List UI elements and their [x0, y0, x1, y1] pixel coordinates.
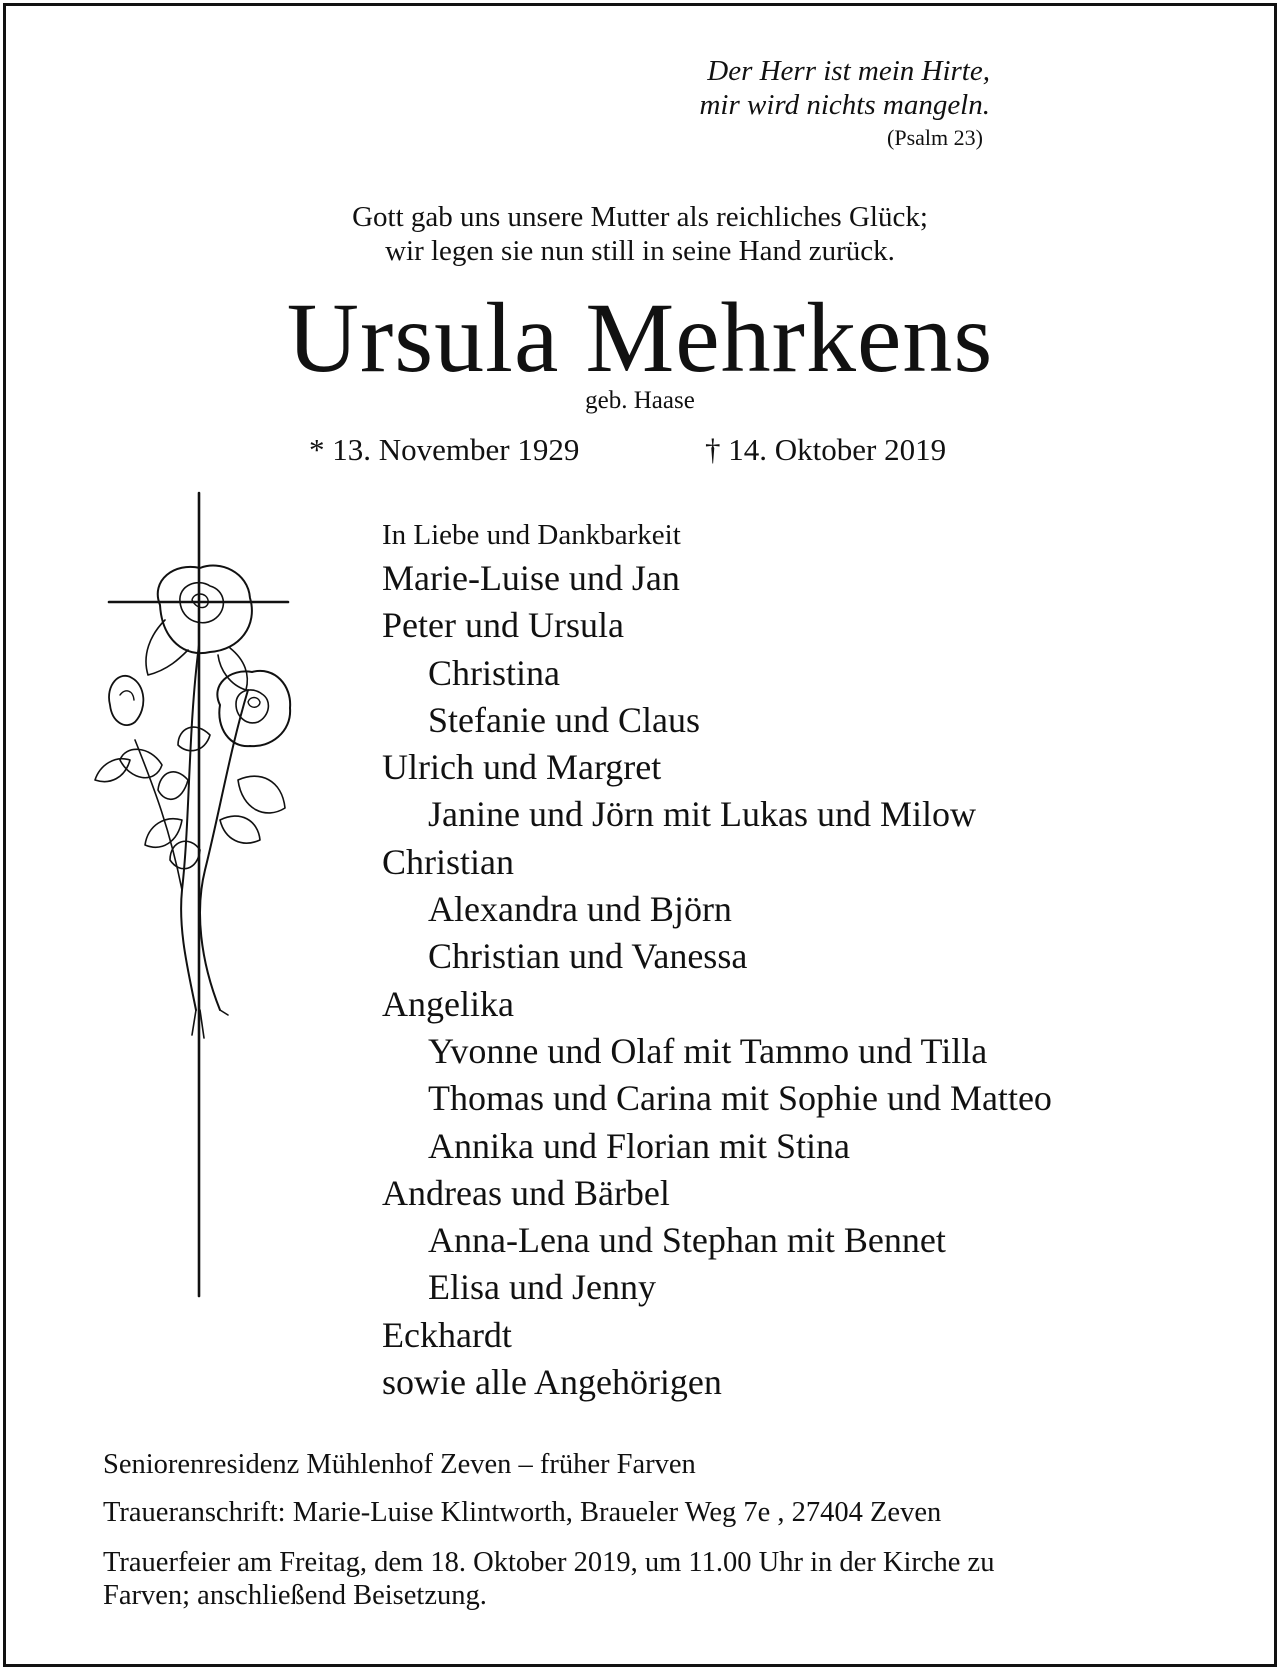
mourning-address: Traueranschrift: Marie-Luise Klintworth, Braueler Weg 7e , 27404 Zeven [103, 1497, 942, 1528]
mourner-line: Elisa und Jenny [428, 1267, 656, 1308]
mourner-line: Andreas und Bärbel [382, 1172, 670, 1213]
mourners-list [382, 515, 1052, 1406]
deceased-name: Ursula Mehrkens [286, 282, 994, 393]
mourner-line: Christina [428, 652, 560, 693]
mourner-line: Thomas und Carina mit Sophie und Matteo [428, 1078, 1052, 1119]
mourner-line: Stefanie und Claus [428, 699, 700, 740]
cross-with-roses-icon [70, 490, 310, 1305]
psalm-line-1: Der Herr ist mein Hirte, [707, 55, 990, 87]
service-line-2: Farven; anschließend Beisetzung. [103, 1580, 487, 1611]
mourner-line: Ulrich und Margret [382, 747, 662, 788]
birth-date: * 13. November 1929 [309, 432, 580, 467]
mourner-line: Eckhardt [382, 1314, 512, 1355]
mourner-line: Janine und Jörn mit Lukas und Milow [428, 794, 976, 835]
verse-line-2: wir legen sie nun still in seine Hand zurück. [385, 235, 895, 267]
mourner-line: Christian und Vanessa [428, 936, 748, 977]
service-line-1: Trauerfeier am Freitag, dem 18. Oktober 2019, um 11.00 Uhr in der Kirche zu [103, 1547, 995, 1578]
mourner-line: sowie alle Angehörigen [382, 1362, 722, 1403]
mourner-line: Marie-Luise und Jan [382, 558, 680, 598]
mourner-line: Christian [382, 841, 514, 882]
mourner-line: Peter und Ursula [382, 605, 624, 646]
mourner-line: Angelika [382, 983, 514, 1024]
residence-text: Seniorenresidenz Mühlenhof Zeven – früher Farven [103, 1449, 696, 1480]
death-date: † 14. Oktober 2019 [705, 432, 947, 467]
verse-line-1: Gott gab uns unsere Mutter als reichliches Glück; [352, 201, 928, 233]
psalm-line-2: mir wird nichts mangeln. [699, 89, 990, 121]
mourner-line: Alexandra und Björn [428, 889, 732, 930]
mourners-intro: In Liebe und Dankbarkeit [382, 519, 681, 551]
birth-name: geb. Haase [585, 387, 695, 414]
mourner-line: Yvonne und Olaf mit Tammo und Tilla [428, 1030, 988, 1071]
psalm-reference: (Psalm 23) [887, 125, 983, 150]
mourner-line: Anna-Lena und Stephan mit Bennet [428, 1220, 946, 1261]
mourner-line: Annika und Florian mit Stina [428, 1125, 850, 1166]
